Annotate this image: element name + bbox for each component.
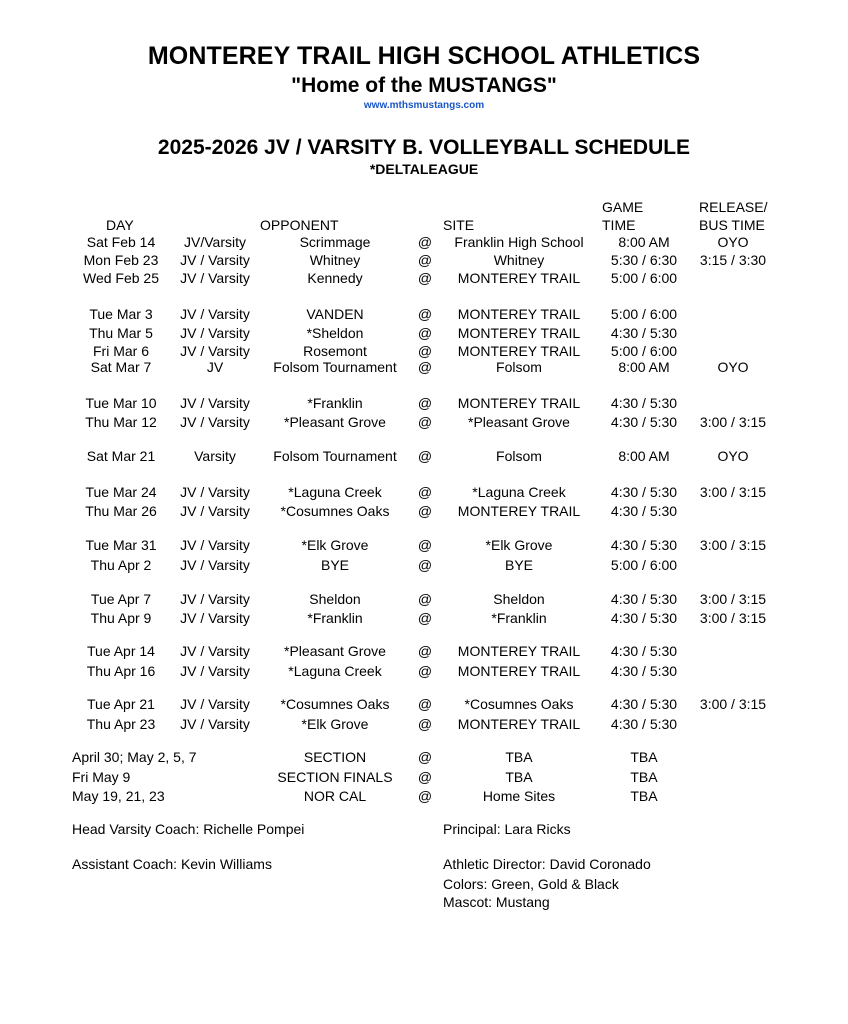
game-at-symbol: @: [417, 343, 433, 359]
game-level: JV / Varsity: [180, 696, 250, 712]
game-day: Tue Apr 21: [87, 696, 155, 712]
game-at-symbol: @: [417, 610, 433, 626]
schedule-row: [0, 233, 848, 251]
game-level: JV / Varsity: [180, 537, 250, 553]
game-site: *Laguna Creek: [472, 484, 566, 500]
game-release-time: 3:15 / 3:30: [699, 252, 767, 268]
game-day: Thu Mar 5: [89, 325, 153, 341]
schedule-title: 2025-2026 JV / VARSITY B. VOLLEYBALL SCHEDULE: [157, 136, 691, 159]
game-site: BYE: [504, 557, 533, 573]
game-time: 8:00 AM: [618, 448, 670, 464]
game-level: JV / Varsity: [180, 591, 250, 607]
game-time: 4:30 / 5:30: [610, 414, 678, 430]
game-day: Tue Mar 3: [89, 306, 153, 322]
game-level: JV / Varsity: [180, 414, 250, 430]
header-day: DAY: [106, 217, 134, 233]
game-time: 4:30 / 5:30: [610, 503, 678, 519]
game-opponent: *Cosumnes Oaks: [280, 696, 390, 712]
game-day: Tue Mar 24: [85, 484, 157, 500]
game-release-time: 3:00 / 3:15: [699, 591, 767, 607]
game-at-symbol: @: [417, 484, 433, 500]
game-opponent: *Franklin: [307, 610, 363, 626]
schedule-row: [0, 609, 848, 627]
assistant-coach: Assistant Coach: Kevin Williams: [72, 856, 272, 872]
game-site: Sheldon: [493, 591, 545, 607]
game-opponent: *Elk Grove: [301, 537, 369, 553]
game-at-symbol: @: [417, 716, 433, 732]
postseason-date: May 19, 21, 23: [72, 788, 165, 804]
header-game-line1: GAME: [602, 199, 644, 215]
postseason-at-symbol: @: [417, 788, 433, 804]
game-at-symbol: @: [417, 643, 433, 659]
schedule-row: [0, 394, 848, 412]
game-day: Thu Apr 9: [90, 610, 152, 626]
school-name: MONTEREY TRAIL HIGH SCHOOL ATHLETICS: [147, 42, 701, 70]
schedule-row: [0, 305, 848, 323]
game-level: JV / Varsity: [180, 484, 250, 500]
game-site: *Pleasant Grove: [468, 414, 570, 430]
game-time: 4:30 / 5:30: [610, 537, 678, 553]
header-game-line2: TIME: [602, 217, 636, 233]
game-level: JV / Varsity: [180, 395, 250, 411]
postseason-site: Home Sites: [482, 788, 556, 804]
schedule-row: [0, 715, 848, 733]
game-at-symbol: @: [417, 325, 433, 341]
game-site: MONTEREY TRAIL: [457, 270, 581, 286]
schedule-row: [0, 447, 848, 465]
game-day: Thu Mar 26: [85, 503, 157, 519]
game-time: 4:30 / 5:30: [610, 716, 678, 732]
game-time: 5:30 / 6:30: [610, 252, 678, 268]
game-opponent: *Pleasant Grove: [284, 643, 386, 659]
game-at-symbol: @: [417, 270, 433, 286]
game-level: JV / Varsity: [180, 716, 250, 732]
game-release-time: 3:00 / 3:15: [699, 696, 767, 712]
postseason-at-symbol: @: [417, 749, 433, 765]
game-day: Sat Mar 21: [86, 448, 156, 464]
game-at-symbol: @: [417, 537, 433, 553]
game-site: Folsom: [496, 359, 542, 375]
game-opponent: *Cosumnes Oaks: [280, 503, 390, 519]
game-level: JV / Varsity: [180, 252, 250, 268]
game-opponent: *Franklin: [307, 395, 363, 411]
game-level: JV: [206, 359, 224, 375]
postseason-site: TBA: [505, 769, 533, 785]
game-site: *Elk Grove: [485, 537, 553, 553]
game-time: 4:30 / 5:30: [610, 395, 678, 411]
schedule-row: [0, 358, 848, 376]
schedule-row: [0, 413, 848, 431]
game-day: Tue Mar 10: [85, 395, 157, 411]
game-level: Varsity: [194, 448, 236, 464]
school-mascot: Mascot: Mustang: [443, 894, 550, 910]
header-opponent: OPPONENT: [260, 217, 339, 233]
head-coach: Head Varsity Coach: Richelle Pompei: [72, 821, 305, 837]
postseason-event: SECTION: [303, 749, 367, 765]
game-level: JV / Varsity: [180, 663, 250, 679]
game-site: *Cosumnes Oaks: [464, 696, 574, 712]
game-day: Thu Mar 12: [85, 414, 157, 430]
game-time: 4:30 / 5:30: [610, 591, 678, 607]
game-day: Tue Apr 14: [87, 643, 155, 659]
game-site: Franklin High School: [454, 234, 584, 250]
league-label: *DELTALEAGUE: [369, 161, 479, 177]
header-release-line1: RELEASE/: [699, 199, 768, 215]
game-day: Tue Mar 31: [85, 537, 157, 553]
game-day: Mon Feb 23: [83, 252, 159, 268]
athletic-director: Athletic Director: David Coronado: [443, 856, 651, 872]
game-site: MONTEREY TRAIL: [457, 663, 581, 679]
game-release-time: 3:00 / 3:15: [699, 610, 767, 626]
game-day: Wed Feb 25: [82, 270, 159, 286]
game-opponent: Kennedy: [307, 270, 363, 286]
game-time: 8:00 AM: [618, 359, 670, 375]
game-opponent: Rosemont: [303, 343, 367, 359]
game-time: 4:30 / 5:30: [610, 663, 678, 679]
game-day: Sat Feb 14: [86, 234, 156, 250]
game-at-symbol: @: [417, 306, 433, 322]
postseason-date: Fri May 9: [72, 769, 131, 785]
game-opponent: *Laguna Creek: [288, 484, 382, 500]
game-release-time: OYO: [717, 234, 749, 250]
game-site: *Franklin: [491, 610, 547, 626]
game-day: Tue Apr 7: [90, 591, 152, 607]
game-day: Fri Mar 6: [93, 343, 149, 359]
game-level: JV / Varsity: [180, 557, 250, 573]
game-at-symbol: @: [417, 503, 433, 519]
game-opponent: Whitney: [309, 252, 361, 268]
game-level: JV / Varsity: [180, 325, 250, 341]
schedule-row: [0, 483, 848, 501]
schedule-row: [0, 536, 848, 554]
postseason-date: April 30; May 2, 5, 7: [72, 749, 197, 765]
postseason-at-symbol: @: [417, 769, 433, 785]
game-level: JV / Varsity: [180, 270, 250, 286]
game-level: JV / Varsity: [180, 503, 250, 519]
game-opponent: Folsom Tournament: [273, 359, 397, 375]
game-day: Thu Apr 2: [90, 557, 152, 573]
schedule-row: [0, 324, 848, 342]
schedule-row: [0, 590, 848, 608]
tagline: "Home of the MUSTANGS": [291, 74, 557, 97]
game-at-symbol: @: [417, 696, 433, 712]
game-time: 4:30 / 5:30: [610, 643, 678, 659]
postseason-time: TBA: [630, 788, 658, 804]
game-site: MONTEREY TRAIL: [457, 306, 581, 322]
postseason-time: TBA: [630, 749, 658, 765]
schedule-row: [0, 502, 848, 520]
game-time: 5:00 / 6:00: [610, 557, 678, 573]
game-site: Whitney: [493, 252, 545, 268]
postseason-site: TBA: [505, 749, 533, 765]
postseason-time: TBA: [630, 769, 658, 785]
game-release-time: OYO: [717, 359, 749, 375]
game-site: MONTEREY TRAIL: [457, 503, 581, 519]
game-opponent: Sheldon: [309, 591, 361, 607]
website-link[interactable]: www.mthsmustangs.com: [363, 100, 485, 111]
game-opponent: *Elk Grove: [301, 716, 369, 732]
game-level: JV / Varsity: [180, 610, 250, 626]
principal: Principal: Lara Ricks: [443, 821, 571, 837]
postseason-row: [0, 748, 848, 766]
game-time: 5:00 / 6:00: [610, 343, 678, 359]
game-opponent: Folsom Tournament: [273, 448, 397, 464]
game-at-symbol: @: [417, 663, 433, 679]
game-at-symbol: @: [417, 252, 433, 268]
game-at-symbol: @: [417, 448, 433, 464]
game-release-time: 3:00 / 3:15: [699, 537, 767, 553]
game-at-symbol: @: [417, 359, 433, 375]
game-time: 4:30 / 5:30: [610, 610, 678, 626]
postseason-row: [0, 768, 848, 786]
game-at-symbol: @: [417, 591, 433, 607]
game-at-symbol: @: [417, 395, 433, 411]
schedule-row: [0, 269, 848, 287]
game-time: 8:00 AM: [618, 234, 670, 250]
game-site: Folsom: [496, 448, 542, 464]
school-colors: Colors: Green, Gold & Black: [443, 876, 619, 892]
game-release-time: 3:00 / 3:15: [699, 484, 767, 500]
game-site: MONTEREY TRAIL: [457, 343, 581, 359]
game-time: 4:30 / 5:30: [610, 484, 678, 500]
game-time: 5:00 / 6:00: [610, 306, 678, 322]
game-opponent: VANDEN: [306, 306, 364, 322]
game-level: JV / Varsity: [180, 343, 250, 359]
header-release-line2: BUS TIME: [699, 217, 765, 233]
header-site: SITE: [443, 217, 475, 233]
game-day: Sat Mar 7: [90, 359, 152, 375]
game-day: Thu Apr 23: [86, 716, 156, 732]
postseason-event: SECTION FINALS: [277, 769, 393, 785]
game-at-symbol: @: [417, 234, 433, 250]
game-site: MONTEREY TRAIL: [457, 643, 581, 659]
game-opponent: Scrimmage: [299, 234, 371, 250]
game-opponent: *Laguna Creek: [288, 663, 382, 679]
schedule-row: [0, 695, 848, 713]
game-at-symbol: @: [417, 557, 433, 573]
game-time: 5:00 / 6:00: [610, 270, 678, 286]
game-day: Thu Apr 16: [86, 663, 156, 679]
game-level: JV / Varsity: [180, 643, 250, 659]
game-time: 4:30 / 5:30: [610, 325, 678, 341]
game-release-time: OYO: [717, 448, 749, 464]
game-time: 4:30 / 5:30: [610, 696, 678, 712]
game-site: MONTEREY TRAIL: [457, 716, 581, 732]
postseason-event: NOR CAL: [303, 788, 367, 804]
schedule-row: [0, 642, 848, 660]
game-level: JV / Varsity: [180, 306, 250, 322]
schedule-row: [0, 556, 848, 574]
game-site: MONTEREY TRAIL: [457, 325, 581, 341]
game-opponent: *Sheldon: [306, 325, 364, 341]
game-opponent: *Pleasant Grove: [284, 414, 386, 430]
game-opponent: BYE: [320, 557, 349, 573]
game-level: JV/Varsity: [184, 234, 246, 250]
schedule-row: [0, 662, 848, 680]
schedule-row: [0, 251, 848, 269]
game-site: MONTEREY TRAIL: [457, 395, 581, 411]
game-at-symbol: @: [417, 414, 433, 430]
postseason-row: [0, 787, 848, 805]
game-release-time: 3:00 / 3:15: [699, 414, 767, 430]
